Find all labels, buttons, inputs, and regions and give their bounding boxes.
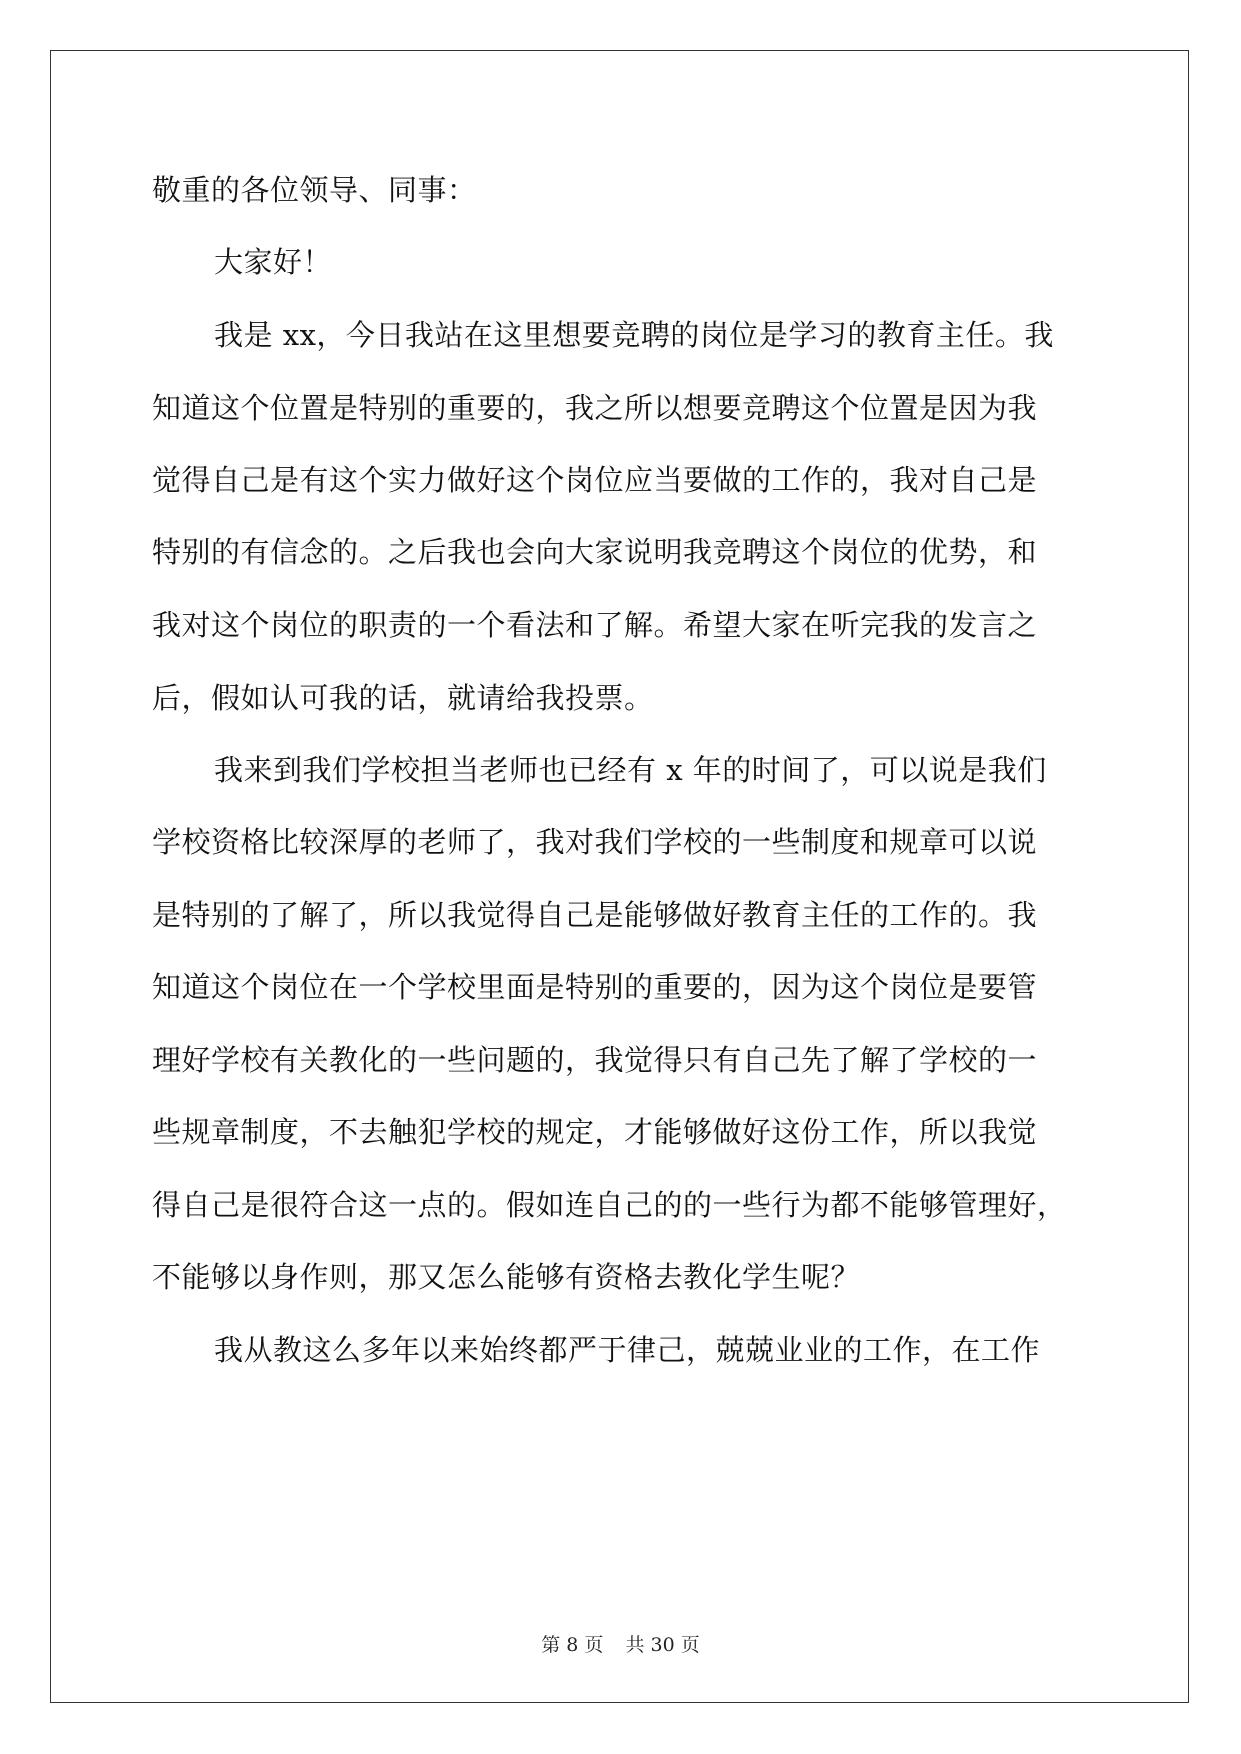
paragraph-line: 得自己是很符合这一点的。假如连自己的的一些行为都不能够管理好， <box>152 1188 1067 1222</box>
paragraph-line: 些规章制度，不去触犯学校的规定，才能够做好这份工作，所以我觉 <box>152 1115 1038 1149</box>
paragraph-line: 后，假如认可我的话，就请给我投票。 <box>152 681 654 715</box>
page-number: 第 8 页 <box>541 1634 604 1656</box>
page-total: 共 30 页 <box>625 1634 700 1656</box>
page-footer <box>0 1630 1241 1657</box>
salutation: 敬重的各位领导、同事： <box>152 173 477 207</box>
paragraph-line: 知道这个位置是特别的重要的，我之所以想要竞聘这个位置是因为我 <box>152 391 1038 425</box>
paragraph-line: 知道这个岗位在一个学校里面是特别的重要的，因为这个岗位是要管 <box>152 970 1038 1004</box>
page-border <box>50 50 1189 1703</box>
greeting: 大家好！ <box>214 245 333 279</box>
paragraph-line: 我来到我们学校担当老师也已经有 x 年的时间了，可以说是我们 <box>214 753 1047 787</box>
paragraph-line: 我从教这么多年以来始终都严于律己，兢兢业业的工作，在工作 <box>214 1333 1041 1367</box>
paragraph-line: 学校资格比较深厚的老师了，我对我们学校的一些制度和规章可以说 <box>152 825 1038 859</box>
paragraph-line: 觉得自己是有这个实力做好这个岗位应当要做的工作的，我对自己是 <box>152 463 1038 497</box>
paragraph-line: 我对这个岗位的职责的一个看法和了解。希望大家在听完我的发言之 <box>152 608 1038 642</box>
paragraph-line: 特别的有信念的。之后我也会向大家说明我竞聘这个岗位的优势，和 <box>152 535 1038 569</box>
paragraph-line: 我是 xx，今日我站在这里想要竞聘的岗位是学习的教育主任。我 <box>214 318 1054 352</box>
paragraph-line: 不能够以身作则，那又怎么能够有资格去教化学生呢？ <box>152 1260 861 1294</box>
paragraph-line: 理好学校有关教化的一些问题的，我觉得只有自己先了解了学校的一 <box>152 1043 1038 1077</box>
paragraph-line: 是特别的了解了，所以我觉得自己是能够做好教育主任的工作的。我 <box>152 898 1038 932</box>
